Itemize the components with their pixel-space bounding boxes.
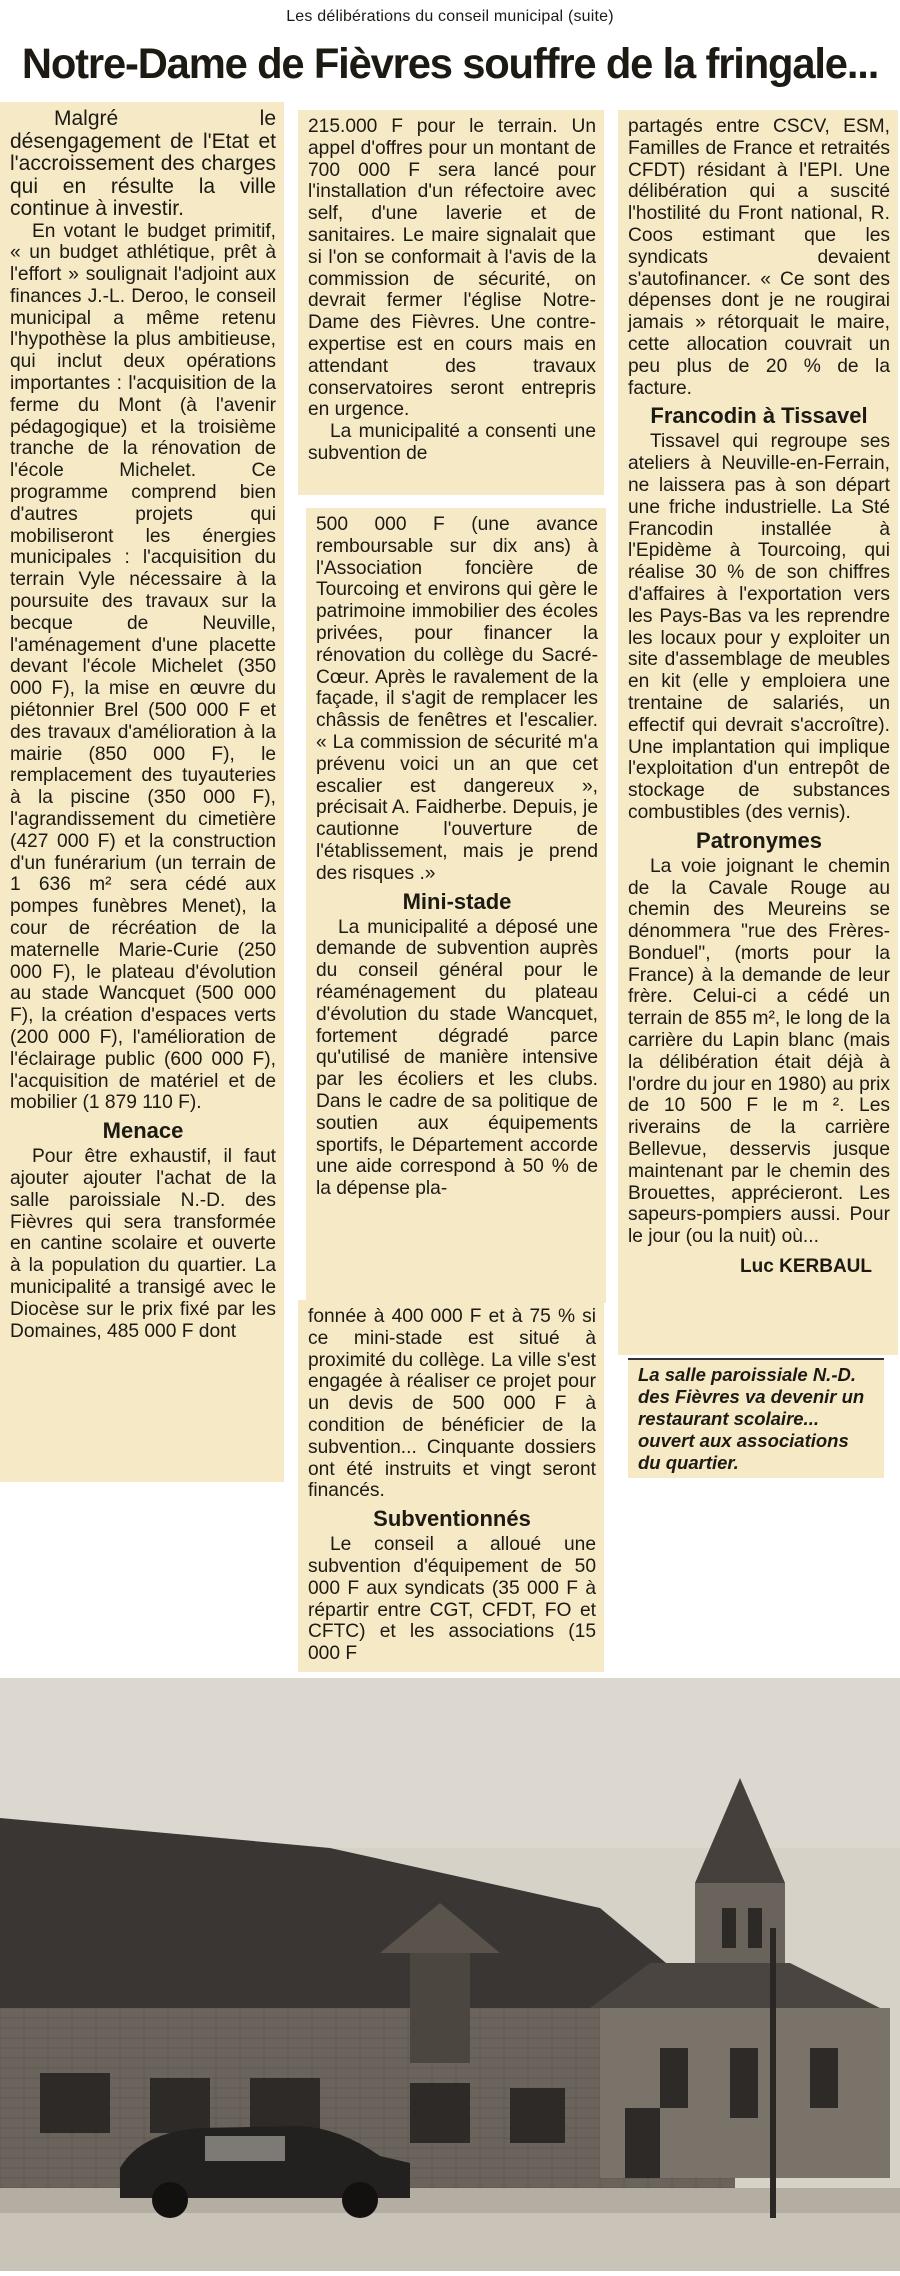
subheading-francodin: Francodin à Tissavel xyxy=(650,403,868,429)
paragraph: partagés entre CSCV, ESM, Familles de France et retraités CFDT) résidant à l'EPI. Une délibération qui a suscité l'hostilité du Front national, R. Coos estimant que les syndicats devaient s'autofinancer. « Ce sont des dépenses dont je ne rougirai jamais » rétorquait le maire, cette allocation couvrait un peu plus de 20 % de la facture. xyxy=(628,116,890,399)
headline: Notre-Dame de Fièvres souffre de la fringale... xyxy=(21,40,879,88)
paragraph: En votant le budget primitif, « un budget athlétique, prêt à l'effort » soulignait l'adjoint aux finances J.-L. Deroo, le conseil municipal a même retenu l'hypothèse la plus ambitieuse, qui inclut deux opérations importantes : l'acquisition de la ferme du Mont (à l'avenir pédagogique) et la troisième tranche de la rénovation de l'école Michelet. Ce programme comprend bien d'autres projets qui mobiliseront les énergies municipales : l'acquisition du terrain Vyle nécessaire à la poursuite des travaux sur la becque de Neuville, l'aménagement d'une placette devant l'école Michelet (350 000 F), la mise en œuvre du piétonnier Brel (500 000 F et des travaux d'amélioration à la mairie (850 000 F), le remplacement des tuyauteries à la piscine (350 000 F), l'agrandissement du cimetière (427 000 F) et la construction d'un funérarium (un terrain de 1 636 m² sera cédé aux pompes funèbres Menet), la cour de récréation de la maternelle Marie-Curie (250 000 F), le plateau d'évolution au stade Wancquet (500 000 F), la création d'espaces verts (200 000 F), l'amélioration de l'éclairage public (600 000 F), l'acquisition de matériel et de mobilier (1 879 110 F). xyxy=(10,220,276,1114)
subheading-menace: Menace xyxy=(102,1118,184,1144)
kicker: Les délibérations du conseil municipal (suite) xyxy=(286,8,614,25)
column-2-middle xyxy=(306,508,606,1303)
byline: Luc KERBAUL xyxy=(740,1256,872,1278)
paragraph: Le conseil a alloué une subvention d'équipement de 50 000 F aux syndicats (35 000 F à répartir entre CGT, CFDT, FO et CFTC) et les associations (15 000 F xyxy=(308,1534,596,1665)
subheading-subventionnes: Subventionnés xyxy=(373,1506,531,1532)
paragraph: La voie joignant le chemin de la Cavale Rouge au chemin des Meureins se dénommera "rue des Frères-Bonduel", (morts pour la France) à la demande de leur frère. Celui-ci a cédé un terrain de 855 m², le long de la carrière du Lapin blanc (mais la délibération était déjà à l'ordre du jour en 1980) au prix de 10 500 F le m ². Les riverains de la carrière Bellevue, desservis jusque maintenant par le chemin des Brouettes, apprécieront. Les sapeurs-pompiers aussi. Pour le jour (ou la nuit) où... xyxy=(628,855,890,1248)
photo-caption: La salle paroissiale N.-D. des Fièvres va devenir un restaurant scolaire... ouvert aux associations du quartier. xyxy=(628,1358,884,1478)
paragraph: Pour être exhaustif, il faut ajouter ajouter l'achat de la salle paroissiale N.-D. des Fièvres qui sera transformée en cantine scolaire et ouverte à la population du quartier. La municipalité a transigé avec le Diocèse sur le prix fixé par les Domaines, 485 000 F dont xyxy=(10,1146,276,1342)
subheading-patronymes: Patronymes xyxy=(696,827,822,853)
lead-paragraph: Malgré le désengagement de l'Etat et l'accroissement des charges qui en résulte la ville continue à investir. xyxy=(10,107,276,220)
paragraph: 500 000 F (une avance remboursable sur dix ans) à l'Association foncière de Tourcoing et environs qui gère le patrimoine immobilier des écoles privées, pour financer la rénovation du collège du Sacré-Cœur. Après le ravalement de la façade, il s'agit de remplacer les châssis de fenêtres et l'escalier. « La commission de sécurité m'a prévenu voici un an que cet escalier est dangereux », précisait A. Faidherbe. Depuis, je cautionne l'ouverture de l'établissement, mais je prend des risques .» xyxy=(316,514,598,884)
column-2-top xyxy=(298,110,604,495)
paragraph: 215.000 F pour le terrain. Un appel d'offres pour un montant de 700 000 F sera lancé pour l'installation d'un réfectoire avec self, d'une laverie et de sanitaires. Le maire signalait que si l'on se conformait à l'avis de la commission de sécurité, on devrait fermer l'église Notre-Dame des Fièvres. Une contre-expertise est en cours mais en attendant des travaux conservatoires seront entrepris en urgence. xyxy=(308,116,596,421)
paragraph: fonnée à 400 000 F et à 75 % si ce mini-stade est situé à proximité du collège. La ville s'est engagée à réaliser ce projet pour un devis de 500 000 F à condition de bénéficier de la subvention... Cinquante dossiers ont été instruits et vingt seront financés. xyxy=(308,1306,596,1502)
column-3 xyxy=(618,110,898,1355)
paragraph: La municipalité a déposé une demande de subvention auprès du conseil général pour le réaménagement du plateau d'évolution du stade Wancquet, fortement dégradé parce qu'utilisé de manière intensive par les écoliers et les clubs. Dans le cadre de sa politique de soutien aux équipements sportifs, le Département accorde une aide correspond à 50 % de la dépense pla- xyxy=(316,916,598,1200)
paragraph: La municipalité a consenti une subvention de xyxy=(308,421,596,464)
column-1 xyxy=(0,102,284,1482)
column-2-bottom xyxy=(298,1300,604,1672)
church-hall-photo xyxy=(0,1678,900,2271)
paragraph: Tissavel qui regroupe ses ateliers à Neuville-en-Ferrain, ne laissera pas à son départ une friche industrielle. La Sté Francodin installée à l'Epidème à Tourcoing, qui réalise 30 % de son chiffres d'affaires à l'exportation vers les Pays-Bas va les reprendre les locaux pour y exploiter un site d'assemblage de meubles en kit (elle y emploiera une trentaine de salariés, un effectif qui devrait s'accroître). Une implantation qui implique l'exploitation d'un entrepôt de stockage de substances combustibles (des vernis). xyxy=(628,431,890,823)
subheading-mini-stade: Mini-stade xyxy=(402,888,512,914)
